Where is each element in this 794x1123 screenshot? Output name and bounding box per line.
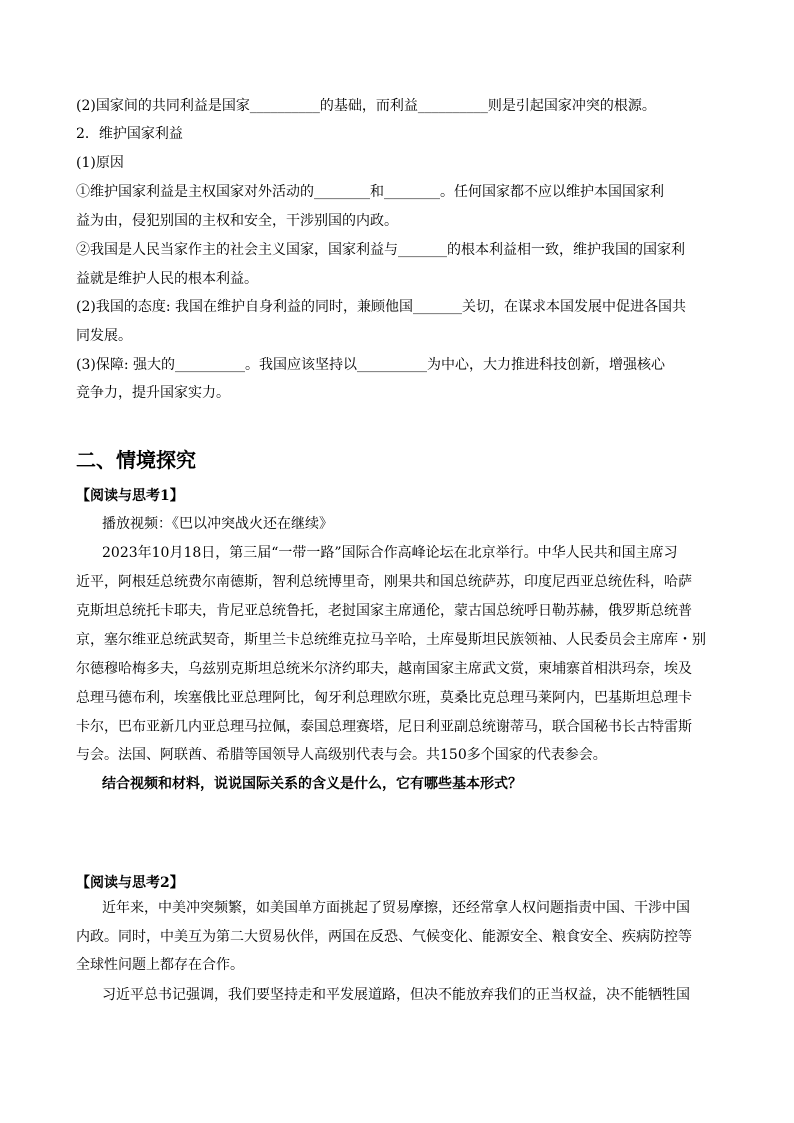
paragraph-line: (3)保障: 强大的__________。我国应该坚持以__________为中心，大力推进科技创新，增强核心 bbox=[76, 357, 665, 373]
paragraph-line: 2023年10月18日，第三届“一带一路”国际合作高峰论坛在北京举行。中华人民共和国主席习 bbox=[102, 545, 678, 561]
paragraph-line: 卡尔，巴布亚新几内亚总理马拉佩，泰国总理赛塔，尼日利亚副总统谢蒂马，联合国秘书长古特雷斯 bbox=[76, 719, 692, 735]
paragraph-line: ②我国是人民当家作主的社会主义国家，国家利益与_______的根本利益相一致，维护我国的国家利 bbox=[76, 242, 685, 258]
paragraph-line: 益为由，侵犯别国的主权和安全，干涉别国的内政。 bbox=[76, 213, 398, 229]
paragraph-line: 益就是维护人民的根本利益。 bbox=[76, 271, 258, 287]
paragraph-line: 播放视频：《巴以冲突战火还在继续》 bbox=[102, 516, 333, 532]
paragraph-line: 近平，阿根廷总统费尔南德斯，智利总统博里奇，刚果共和国总统萨苏，印度尼西亚总统佐科，哈萨 bbox=[76, 574, 692, 590]
paragraph-line: 内政。同时，中美互为第二大贸易伙伴，两国在反恐、气候变化、能源安全、粮食安全、疾病防控等 bbox=[76, 929, 692, 945]
paragraph-line: 全球性问题上都存在合作。 bbox=[76, 957, 244, 973]
paragraph-line: (1)原因 bbox=[76, 155, 124, 171]
paragraph-line: 京，塞尔维亚总统武契奇，斯里兰卡总统维克拉马辛哈，土库曼斯坦民族领袖、人民委员会主席库・别 bbox=[76, 632, 706, 648]
paragraph-line: 总理马德布利，埃塞俄比亚总理阿比，匈牙利总理欧尔班，莫桑比克总理马莱阿内，巴基斯坦总理卡 bbox=[76, 690, 692, 706]
paragraph-line: 克斯坦总统托卡耶夫，肯尼亚总统鲁托，老挝国家主席通伦，蒙古国总统呼日勒苏赫，俄罗斯总统普 bbox=[76, 603, 692, 619]
paragraph-line: 习近平总书记强调，我们要坚持走和平发展道路，但决不能放弃我们的正当权益，决不能牺牲国 bbox=[102, 987, 690, 1003]
paragraph-line: ①维护国家利益是主权国家对外活动的________和________。任何国家都不应以维护本国国家利 bbox=[76, 184, 664, 200]
read-think-1-title: 【阅读与思考1】 bbox=[76, 488, 184, 504]
read-think-2-title: 【阅读与思考2】 bbox=[76, 875, 184, 891]
paragraph-line: 同发展。 bbox=[76, 328, 132, 344]
paragraph-line: 尔德穆哈梅多夫，乌兹别克斯坦总统米尔济约耶夫，越南国家主席武文赏，柬埔寨首相洪玛奈，埃及 bbox=[76, 661, 692, 677]
subsection-title: 2．维护国家利益 bbox=[76, 126, 183, 142]
paragraph-line: (2)国家间的共同利益是国家__________的基础，而利益__________则是引起国家冲突的根源。 bbox=[76, 98, 656, 114]
section-heading: 二、情境探究 bbox=[76, 448, 196, 472]
paragraph-line: 竞争力，提升国家实力。 bbox=[76, 385, 230, 401]
paragraph-line: 与会。法国、阿联酋、希腊等国领导人高级别代表与会。共150多个国家的代表参会。 bbox=[76, 747, 607, 763]
question-prompt: 结合视频和材料，说说国际关系的含义是什么，它有哪些基本形式？ bbox=[102, 776, 522, 792]
paragraph-line: (2)我国的态度: 我国在维护自身利益的同时，兼顾他国_______关切，在谋求本国发展中促进各国共 bbox=[76, 299, 686, 315]
paragraph-line: 近年来，中美冲突频繁，如美国单方面挑起了贸易摩擦，还经常拿人权问题指责中国、干涉中国 bbox=[102, 900, 690, 916]
